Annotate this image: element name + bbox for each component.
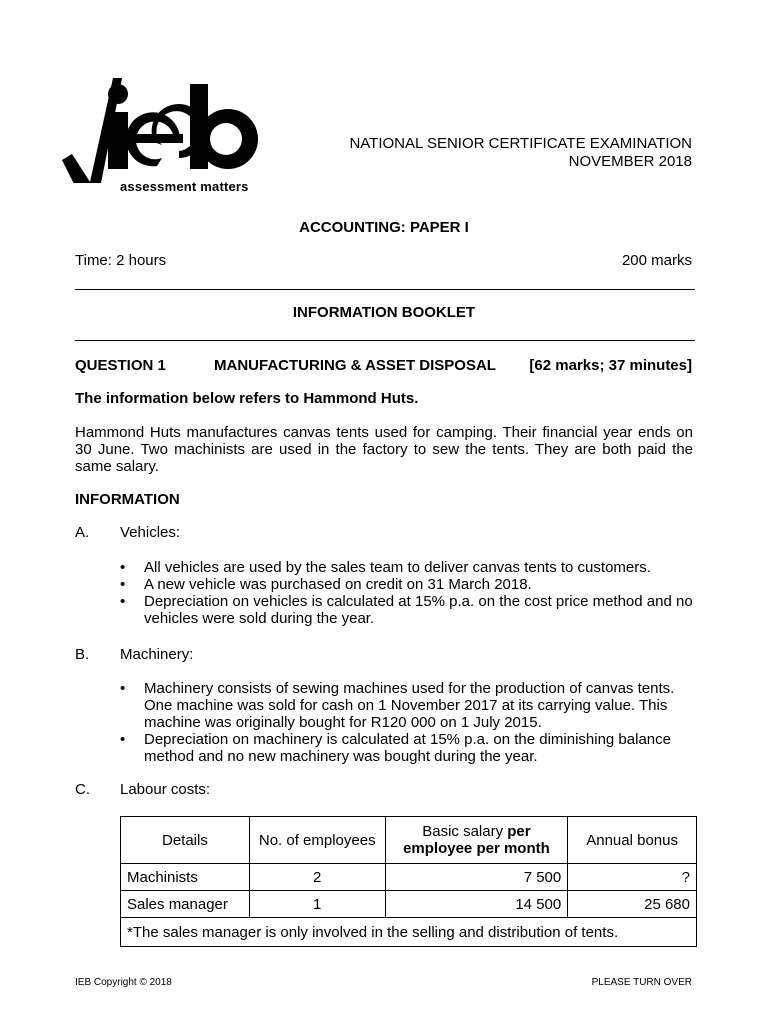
list-item: • All vehicles are used by the sales team to deliver canvas tents to customers. [120,559,694,576]
cell-bonus: ? [568,864,697,891]
header-employees: No. of employees [249,817,385,864]
ieb-logo-mark [62,78,277,183]
question-number: QUESTION 1 [75,357,166,374]
cell-bonus: 25 680 [568,891,697,918]
section-a-list [120,559,694,627]
exam-title: NATIONAL SENIOR CERTIFICATE EXAMINATION [349,135,692,152]
list-item: • Machinery consists of sewing machines used for the production of canvas tents. One machine was sold for cash on 1 November 2017 at its carrying value. This machine was originally bought for R120 000 on 1 July 2015. [120,680,694,731]
header-bonus: Annual bonus [568,817,697,864]
footer-turn-over: PLEASE TURN OVER [591,977,692,988]
ieb-logo [62,78,277,218]
exam-date: NOVEMBER 2018 [568,153,692,170]
table-header-row [121,817,697,864]
time-allowed: Time: 2 hours [75,252,167,269]
logo-tagline: assessment matters [120,179,249,194]
section-c-title: Labour costs: [120,781,211,798]
information-heading: INFORMATION [75,491,180,508]
cell-employees: 2 [249,864,385,891]
header-salary-bold-1: per [507,823,531,840]
time-marks-line [75,252,692,269]
header-salary-bold-2: employee per month [403,840,550,857]
table-note: *The sales manager is only involved in the selling and distribution of tents. [121,918,697,947]
section-b-title: Machinery: [120,646,194,663]
table-row [121,891,697,918]
divider-top [75,289,695,290]
header-salary [385,817,568,864]
exam-header [349,135,692,171]
section-a-title: Vehicles: [120,524,181,541]
cell-salary: 14 500 [385,891,568,918]
section-b-label: B. [75,646,90,663]
intro-paragraph: Hammond Huts manufactures canvas tents used for camping. Their financial year ends on 30 June. Two machinists are used in the factory to sew the tents. They are both paid the same salary. [75,424,693,475]
footer-copyright: IEB Copyright © 2018 [75,977,172,988]
section-a-label: A. [75,524,90,541]
question-topic: MANUFACTURING & ASSET DISPOSAL [214,357,496,374]
booklet-title: INFORMATION BOOKLET [292,304,476,321]
header-salary-plain: Basic salary [422,823,504,840]
cell-employees: 1 [249,891,385,918]
intro-statement: The information below refers to Hammond Huts. [75,390,419,407]
total-marks: 200 marks [621,252,692,269]
cell-details: Sales manager [121,891,250,918]
list-item: • Depreciation on machinery is calculated at 15% p.a. on the diminishing balance method and no new machinery was bought during the year. [120,731,694,765]
cell-details: Machinists [121,864,250,891]
list-item: • Depreciation on vehicles is calculated at 15% p.a. on the cost price method and no vehicles were sold during the year. [120,593,694,627]
table-row [121,864,697,891]
section-b-list [120,680,694,765]
paper-title: ACCOUNTING: PAPER I [299,219,469,236]
labour-costs-table [120,816,697,947]
cell-salary: 7 500 [385,864,568,891]
table-note-row [121,918,697,947]
divider-bottom [75,340,695,341]
section-c-label: C. [75,781,90,798]
header-details: Details [121,817,250,864]
list-item: • A new vehicle was purchased on credit on 31 March 2018. [120,576,694,593]
question-allocation: [62 marks; 37 minutes] [529,357,692,374]
